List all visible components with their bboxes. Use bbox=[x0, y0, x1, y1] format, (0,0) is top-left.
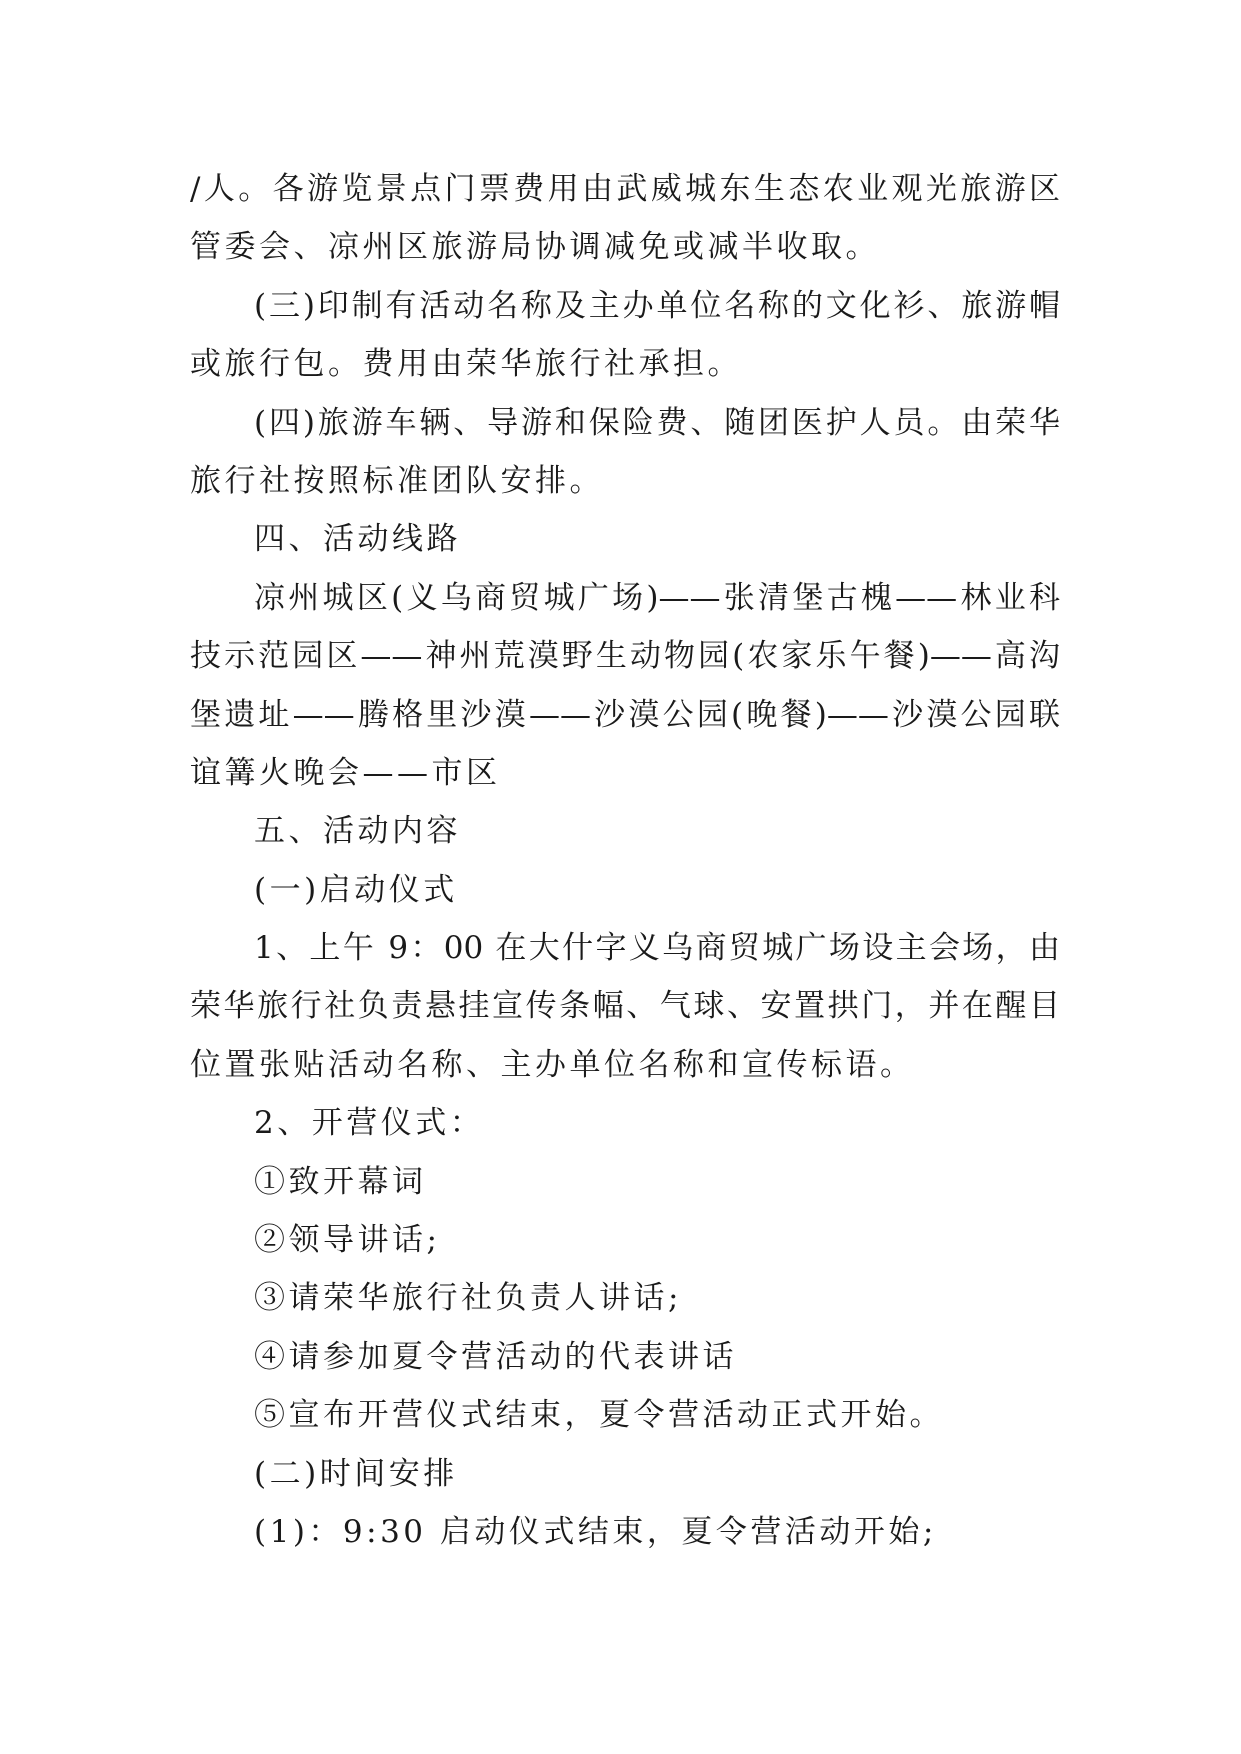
text-line-9: 技示范园区——神州荒漠野生动物园(农家乐午餐)——高沟 bbox=[190, 638, 1060, 675]
text-line-11: 谊篝火晚会——市区 bbox=[190, 754, 501, 791]
list-item-2: ②领导讲话; bbox=[254, 1222, 441, 1259]
list-item-4: ④请参加夏令营活动的代表讲话 bbox=[254, 1338, 737, 1375]
text-line-8: 凉州城区(义乌商贸城广场)——张清堡古槐——林业科 bbox=[254, 579, 1060, 616]
section-heading-content: 五、活动内容 bbox=[254, 813, 461, 850]
list-item-5: ⑤宣布开营仪式结束，夏令营活动正式开始。 bbox=[254, 1397, 944, 1434]
text-line-15: 荣华旅行社负责悬挂宣传条幅、气球、安置拱门，并在醒目 bbox=[190, 988, 1060, 1025]
document-page bbox=[190, 160, 1060, 1561]
text-line-4: 或旅行包。费用由荣华旅行社承担。 bbox=[190, 346, 742, 383]
text-line-24: (1)：9:30 启动仪式结束，夏令营活动开始; bbox=[254, 1513, 937, 1550]
subheading-schedule: (二)时间安排 bbox=[254, 1455, 458, 1492]
text-line-16: 位置张贴活动名称、主办单位名称和宣传标语。 bbox=[190, 1046, 915, 1083]
list-item-3: ③请荣华旅行社负责人讲话; bbox=[254, 1280, 682, 1317]
text-line-14: 1、上午 9：00 在大什字义乌商贸城广场设主会场，由 bbox=[254, 930, 1060, 967]
section-heading-route: 四、活动线路 bbox=[254, 521, 461, 558]
text-line-17: 2、开营仪式： bbox=[254, 1105, 485, 1142]
text-line-1: /人。各游览景点门票费用由武威城东生态农业观光旅游区 bbox=[190, 171, 1060, 207]
list-item-1: ①致开幕词 bbox=[254, 1163, 427, 1200]
subheading-ceremony: (一)启动仪式 bbox=[254, 871, 458, 908]
text-line-3: (三)印制有活动名称及主办单位名称的文化衫、旅游帽 bbox=[254, 287, 1060, 324]
text-line-5: (四)旅游车辆、导游和保险费、随团医护人员。由荣华 bbox=[254, 404, 1060, 441]
text-line-2: 管委会、凉州区旅游局协调减免或减半收取。 bbox=[190, 229, 880, 266]
text-line-6: 旅行社按照标准团队安排。 bbox=[190, 462, 604, 499]
text-line-10: 堡遗址——腾格里沙漠——沙漠公园(晚餐)——沙漠公园联 bbox=[190, 696, 1060, 733]
